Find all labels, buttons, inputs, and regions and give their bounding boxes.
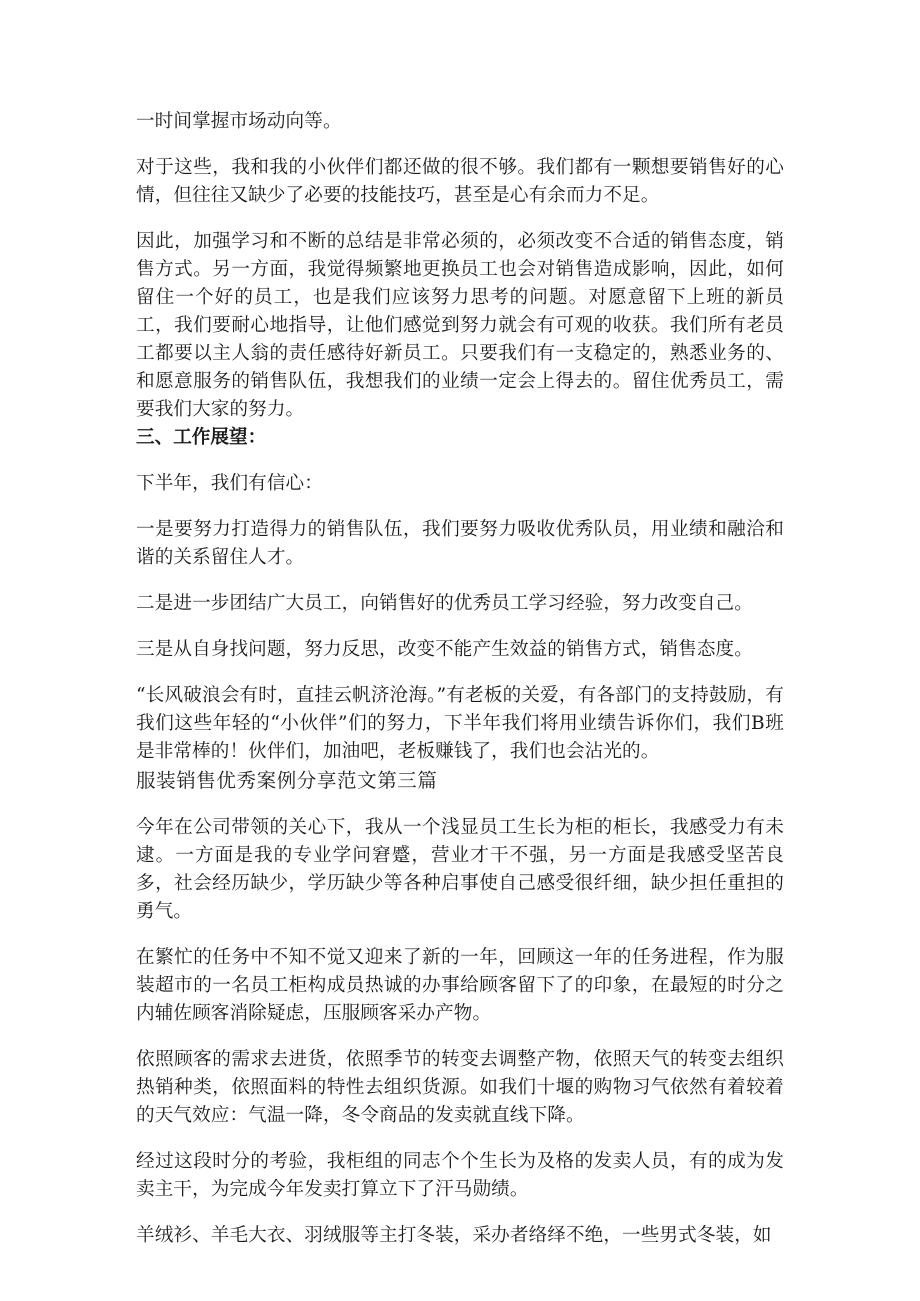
paragraph-5: 一是要努力打造得力的销售队伍，我们要努力吸收优秀队员，用业绩和融洽和谐的关系留住人才。	[136, 519, 784, 568]
section-heading-work-outlook: 三、工作展望：	[136, 427, 267, 448]
paragraph-8: “长风破浪会有时，直挂云帆济沧海。”有老板的关爱，有各部门的支持鼓励，有我们这些年轻的“小伙伴”们的努力，下半年我们将用业绩告诉你们，我们B班是非常棒的！伙伴们，加油吧，老板赚钱了，我们也会沾光的。	[136, 685, 784, 762]
paragraph-10: 在繁忙的任务中不知不觉又迎来了新的一年，回顾这一年的任务进程，作为服装超市的一名员工柜构成员热诚的办事给顾客留下了的印象，在最短的时分之内辅佐顾客消除疑虑，压服顾客采办产物。	[136, 947, 784, 1024]
paragraph-9: 今年在公司带领的关心下，我从一个浅显员工生长为柜的柜长，我感受力有未逮。一方面是我的专业学问窘蹙，营业才干不强，另一方面是我感受坚苦良多，社会经历缺少，学历缺少等各种启事使自己感受很纤细，缺少担任重担的勇气。	[136, 817, 784, 922]
paragraph-12: 经过这段时分的考验，我柜组的同志个个生长为及格的发卖人员，有的成为发卖主干，为完成今年发卖打算立下了汗马勋绩。	[136, 1151, 784, 1200]
paragraph-11: 依照顾客的需求去进货，依照季节的转变去调整产物，依照天气的转变去组织热销种类，依照面料的特性去组织货源。如我们十堰的购物习气依然有着较着的天气效应：气温一降，冬令商品的发卖就直线下降。	[136, 1049, 784, 1126]
document-page	[136, 108, 784, 1250]
paragraph-3: 因此，加强学习和不断的总结是非常必须的，必须改变不合适的销售态度，销售方式。另一方面，我觉得频繁地更换员工也会对销售造成影响，因此，如何留住一个好的员工，也是我们应该努力思考的问题。对愿意留下上班的新员工，我们要耐心地指导，让他们感觉到努力就会有可观的收获。我们所有老员工都要以主人翁的责任感待好新员工。只要我们有一支稳定的，熟悉业务的、和愿意服务的销售队伍，我想我们的业绩一定会上得去的。留住优秀员工，需要我们大家的努力。	[136, 231, 784, 420]
paragraph-13: 羊绒衫、羊毛大衣、羽绒服等主打冬装，采办者络绎不绝，一些男式冬装，如	[136, 1225, 772, 1246]
paragraph-4: 下半年，我们有信心：	[136, 473, 323, 494]
paragraph-6: 二是进一步团结广大员工，向销售好的优秀员工学习经验，努力改变自己。	[136, 593, 753, 614]
paragraph-7: 三是从自身找问题，努力反思，改变不能产生效益的销售方式，销售态度。	[136, 639, 753, 660]
article-title: 服装销售优秀案例分享范文第三篇	[136, 769, 438, 792]
paragraph-2: 对于这些，我和我的小伙伴们都还做的很不够。我们都有一颗想要销售好的心情，但往往又缺少了必要的技能技巧，甚至是心有余而力不足。	[136, 157, 784, 206]
paragraph-1: 一时间掌握市场动向等。	[136, 111, 342, 132]
